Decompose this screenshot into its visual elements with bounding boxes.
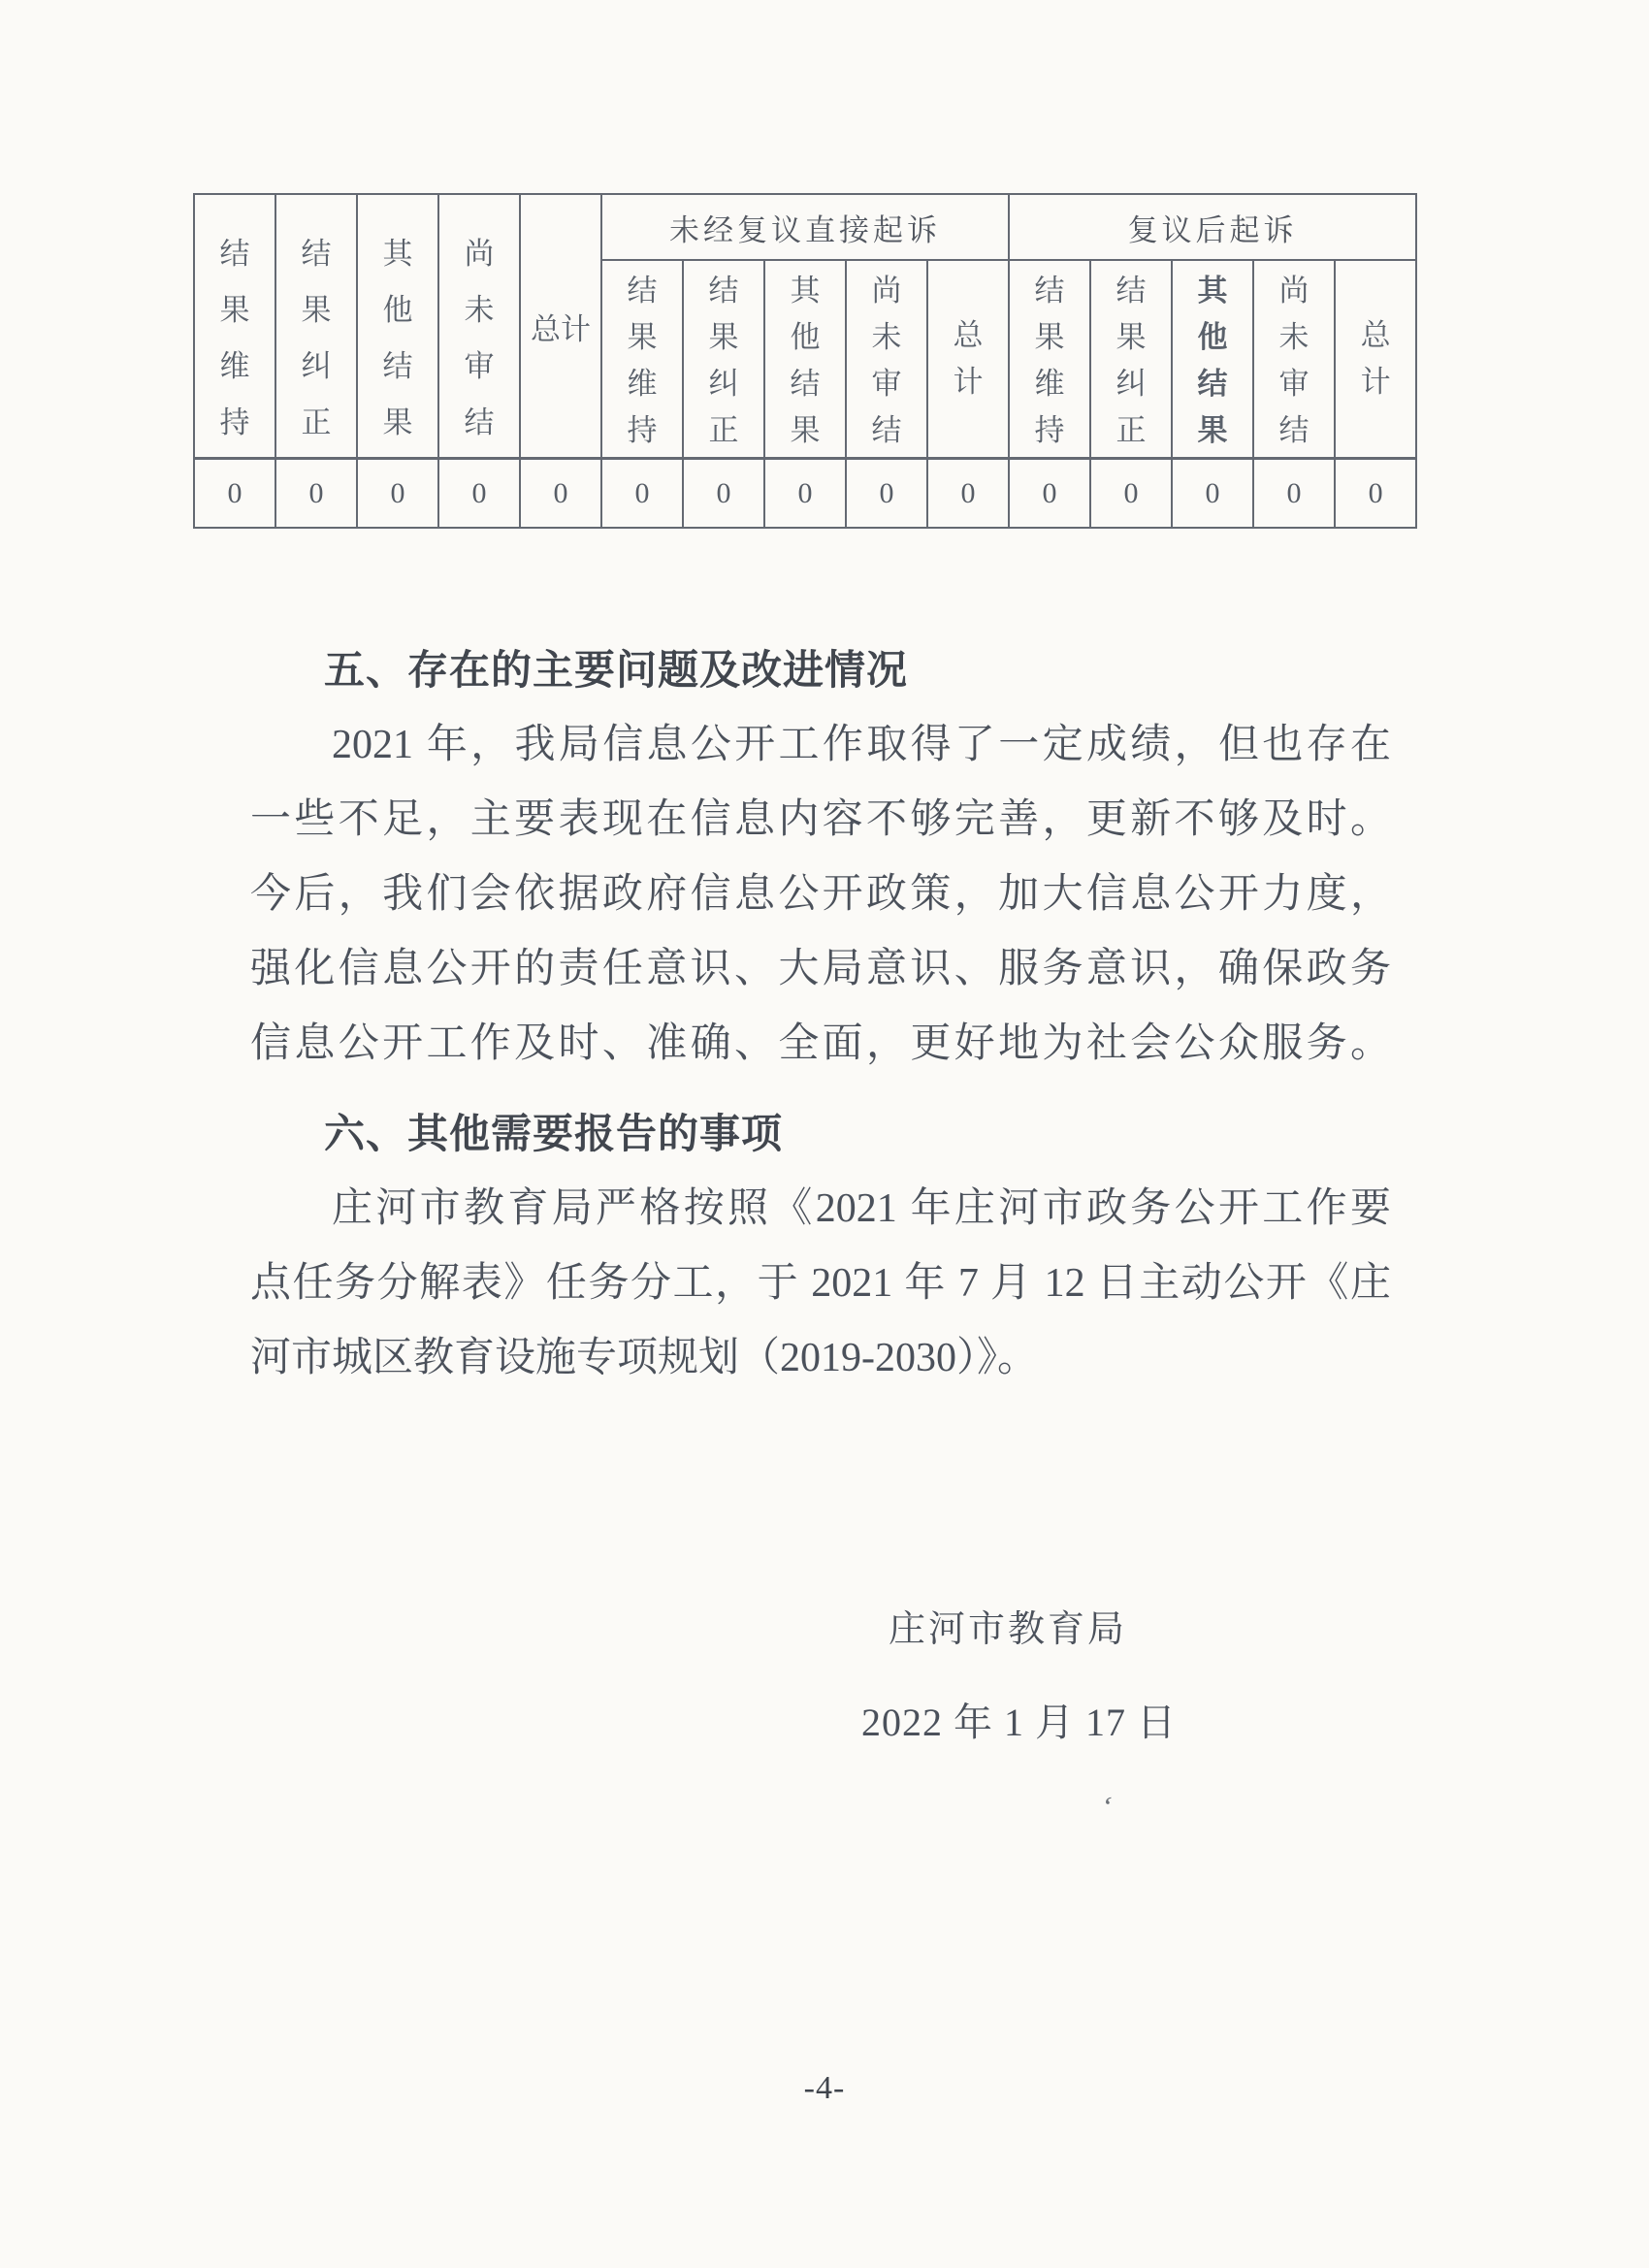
signature-organization: 庄河市教育局 bbox=[889, 1609, 1128, 1650]
body-line: 信息公开工作及时、准确、全面，更好地为社会公众服务。 bbox=[250, 1021, 1391, 1066]
header-cell-total: 总计 bbox=[520, 194, 601, 459]
header-label: 尚未审结 bbox=[464, 237, 495, 439]
body-line: 2021 年，我局信息公开工作取得了一定成绩，但也存在 bbox=[332, 723, 1391, 767]
subheader-label: 尚未审结 bbox=[1278, 274, 1310, 447]
signature-date: 2022 年 1 月 17 日 bbox=[861, 1701, 1177, 1744]
page-number: -4- bbox=[803, 2070, 846, 2106]
scan-speck: ‘ bbox=[1098, 1790, 1116, 1824]
body-line: 一些不足，主要表现在信息内容不够完善，更新不够及时。 bbox=[250, 797, 1391, 842]
header-cell-other-result bbox=[357, 194, 438, 459]
header-label: 结果维持 bbox=[219, 237, 250, 439]
subheader-cell-total bbox=[1335, 260, 1416, 459]
subheader-cell bbox=[683, 260, 764, 459]
value-cell: 0 bbox=[275, 459, 357, 529]
subheader-cell bbox=[1090, 260, 1172, 459]
subheader-cell bbox=[1009, 260, 1090, 459]
subheader-cell bbox=[846, 260, 927, 459]
header-cell-pending bbox=[438, 194, 520, 459]
value-cell: 0 bbox=[764, 459, 846, 529]
subheader-cell bbox=[1253, 260, 1335, 459]
header-label: 结果纠正 bbox=[301, 237, 332, 439]
body-line: 强化信息公开的责任意识、大局意识、服务意识，确保政务 bbox=[250, 947, 1391, 991]
value-cell: 0 bbox=[1172, 459, 1253, 529]
subheader-label: 结果纠正 bbox=[1116, 274, 1147, 447]
subheader-label: 结果纠正 bbox=[708, 274, 739, 447]
header-label: 其他结果 bbox=[382, 237, 413, 439]
subheader-label: 总计 bbox=[953, 318, 984, 399]
value-cell: 0 bbox=[1253, 459, 1335, 529]
subheader-cell bbox=[764, 260, 846, 459]
group-header-lawsuit-after-review: 复议后起诉 bbox=[1009, 194, 1416, 260]
subheader-cell bbox=[601, 260, 683, 459]
subheader-label: 尚未审结 bbox=[871, 274, 902, 447]
header-cell-result-corrected bbox=[275, 194, 357, 459]
subheader-label: 结果维持 bbox=[627, 274, 658, 447]
subheader-label: 其他结果 bbox=[1197, 274, 1228, 447]
value-cell: 0 bbox=[194, 459, 275, 529]
group-header-direct-lawsuit: 未经复议直接起诉 bbox=[601, 194, 1009, 260]
value-cell: 0 bbox=[357, 459, 438, 529]
subheader-label: 其他结果 bbox=[790, 274, 821, 447]
value-cell: 0 bbox=[927, 459, 1009, 529]
header-cell-result-upheld bbox=[194, 194, 275, 459]
value-cell: 0 bbox=[846, 459, 927, 529]
value-cell: 0 bbox=[520, 459, 601, 529]
subheader-cell-total bbox=[927, 260, 1009, 459]
value-cell: 0 bbox=[683, 459, 764, 529]
section-5-heading: 五、存在的主要问题及改进情况 bbox=[324, 647, 909, 693]
subheader-label: 结果维持 bbox=[1034, 274, 1065, 447]
litigation-results-table bbox=[193, 193, 1417, 529]
subheader-cell bbox=[1172, 260, 1253, 459]
value-cell: 0 bbox=[438, 459, 520, 529]
value-cell: 0 bbox=[601, 459, 683, 529]
value-cell: 0 bbox=[1335, 459, 1416, 529]
subheader-label: 总计 bbox=[1360, 318, 1391, 399]
value-cell: 0 bbox=[1009, 459, 1090, 529]
body-line: 庄河市教育局严格按照《2021 年庄河市政务公开工作要 bbox=[332, 1186, 1391, 1231]
body-line: 点任务分解表》任务分工，于 2021 年 7 月 12 日主动公开《庄 bbox=[250, 1261, 1391, 1306]
section-6-heading: 六、其他需要报告的事项 bbox=[324, 1111, 784, 1156]
body-line: 今后，我们会依据政府信息公开政策，加大信息公开力度， bbox=[250, 872, 1391, 917]
body-line: 河市城区教育设施专项规划（2019-2030）》。 bbox=[250, 1336, 1038, 1380]
value-cell: 0 bbox=[1090, 459, 1172, 529]
